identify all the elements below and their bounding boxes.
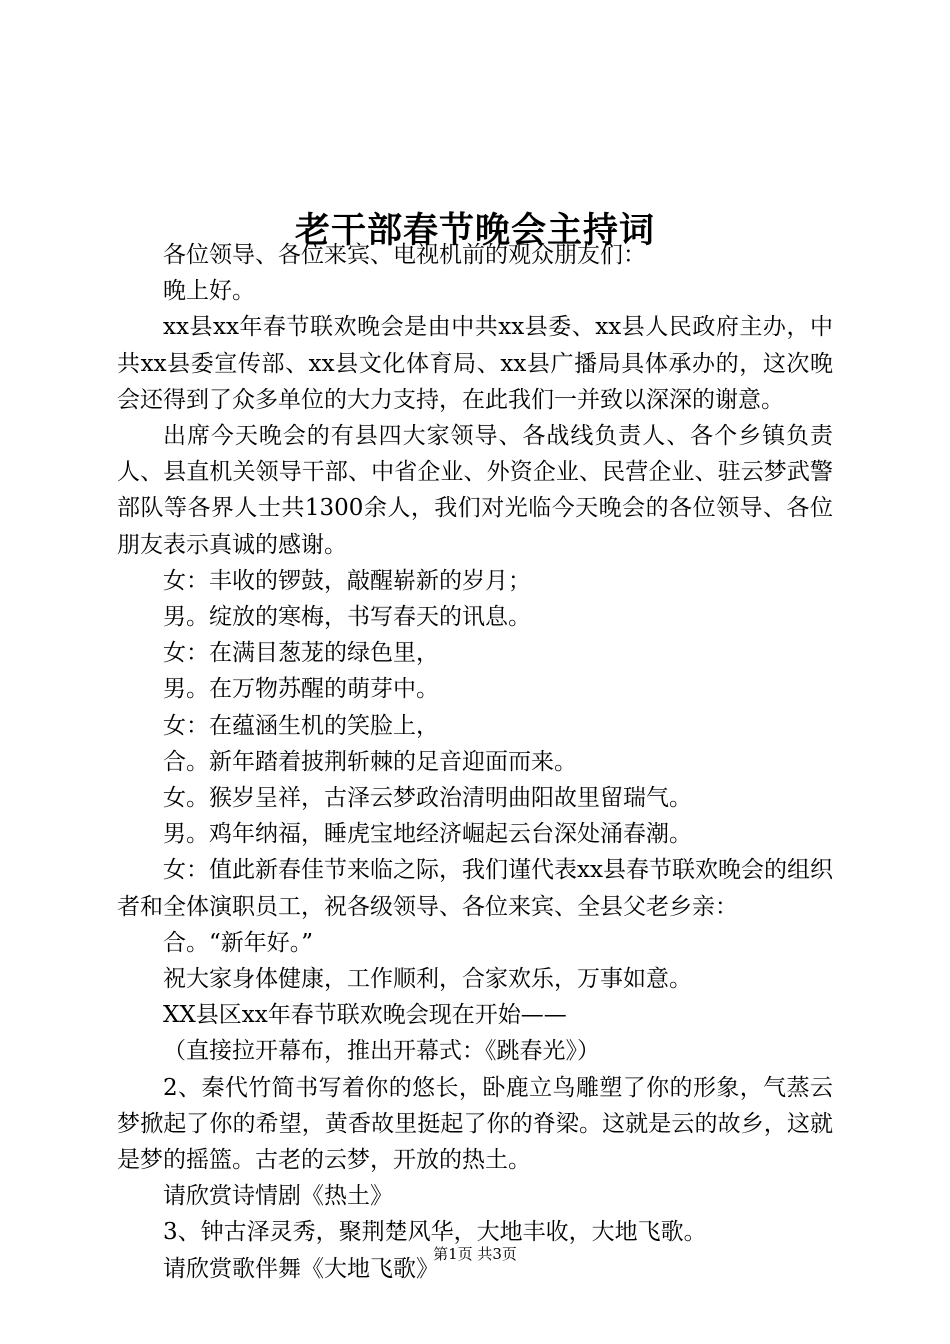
paragraph: 祝大家身体健康，工作顺利，合家欢乐，万事如意。	[163, 966, 692, 993]
paragraph: 男。绽放的寒梅，书写春天的讯息。	[163, 604, 531, 631]
paragraph: 女：在满目葱茏的绿色里，	[163, 640, 439, 667]
paragraph: 请欣赏歌伴舞《大地飞歌》	[163, 1255, 439, 1282]
paragraph: 男。鸡年纳福，睡虎宝地经济崛起云台深处涌春潮。	[163, 821, 692, 848]
paragraph: 3、钟古泽灵秀，聚荆楚风华，大地丰收，大地飞歌。	[163, 1219, 707, 1246]
paragraph: 女：丰收的锣鼓，敲醒崭新的岁月；	[163, 567, 531, 594]
paragraph: 请欣赏诗情剧《热土》	[163, 1183, 393, 1210]
paragraph: （直接拉开幕布，推出开幕式：《跳春光》）	[163, 1038, 600, 1065]
paragraph: 女：在蕴涵生机的笑脸上，	[163, 712, 439, 739]
page-number-footer: 第1页 共3页	[433, 1245, 517, 1263]
paragraph: 男。在万物苏醒的萌芽中。	[163, 676, 439, 703]
paragraph: 女。猴岁呈祥，古泽云梦政治清明曲阳故里留瑞气。	[163, 785, 692, 812]
paragraph: 出席今天晚会的有县四大家领导、各战线负责人、各个乡镇负责人、县直机关领导干部、中省企业、外资企业、民营企业、驻云梦武警部队等各界人士共1300余人，我们对光临今天晚会的各位领导、各位朋友表示真诚的感谢。	[117, 423, 833, 558]
paragraph: 各位领导、各位来宾、电视机前的观众朋友们：	[163, 242, 646, 268]
paragraph: XX县区xx年春节联欢晚会现在开始——	[163, 1002, 567, 1029]
paragraph: 合。新年踏着披荆斩棘的足音迎面而来。	[163, 748, 577, 775]
paragraph: 2、秦代竹简书写着你的悠长，卧鹿立鸟雕塑了你的形象，气蒸云梦掀起了你的希望，黄香故里挺起了你的脊梁。这就是云的故乡，这就是梦的摇篮。古老的云梦，开放的热土。	[117, 1074, 833, 1174]
document-title: 老干部春节晚会主持词	[294, 210, 655, 252]
paragraph: xx县xx年春节联欢晚会是由中共xx县委、xx县人民政府主办，中共xx县委宣传部、xx县文化体育局、xx县广播局具体承办的，这次晚会还得到了众多单位的大力支持，在此我们一并致以深深的谢意。	[117, 314, 833, 413]
paragraph: 晚上好。	[163, 278, 255, 305]
paragraph: 合。“新年好。”	[163, 929, 314, 956]
document-body	[117, 237, 833, 1287]
paragraph: 女：值此新春佳节来临之际，我们谨代表xx县春节联欢晚会的组织者和全体演职员工，祝各级领导、各位来宾、全县父老乡亲：	[117, 857, 833, 920]
